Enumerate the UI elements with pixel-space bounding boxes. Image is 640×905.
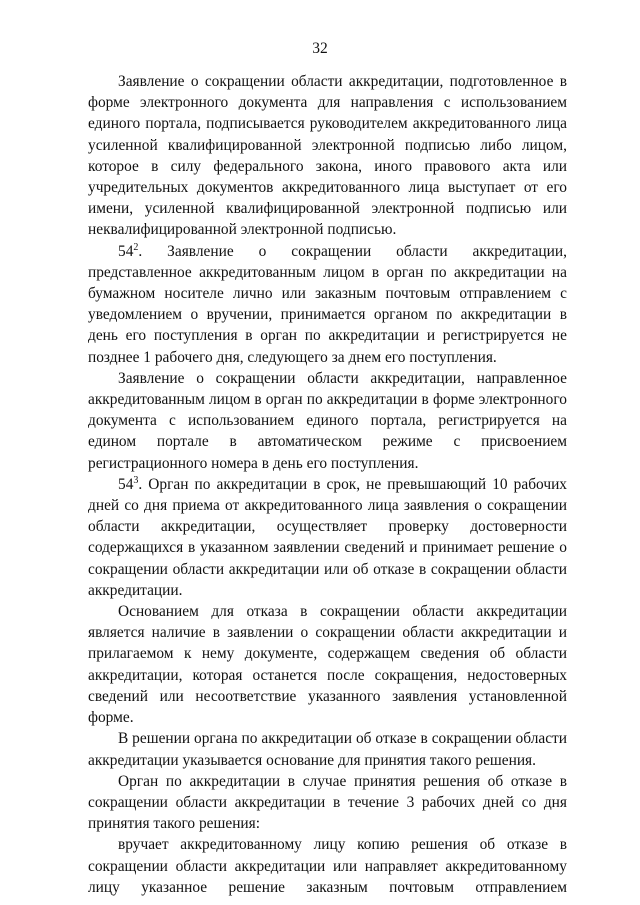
clause-54-2	[88, 241, 567, 368]
clause-superscript: 3	[133, 474, 139, 486]
paragraph-text: В решении органа по аккредитации об отказе в сокращении области аккредитации указывается основание для принятия такого решения.	[88, 730, 567, 769]
clause-54-3	[88, 474, 567, 601]
paragraph-refusal-timeline	[88, 771, 567, 835]
paragraph-text: Заявление о сокращении области аккредитации, направленное аккредитованным лицом в орган по аккредитации в форме электронного документа с использованием единого портала, регистрируется на едином портале в автоматическом режиме с присвоением регистрационного номера в день его поступления.	[88, 369, 567, 472]
page-number: 32	[312, 40, 328, 57]
paragraph-text: Основанием для отказа в сокращении области аккредитации является наличие в заявлении о сокращении области аккредитации и прилагаемом к нему документе, содержащем сведения об области аккредитации, которая останется после сокращения, недостоверных сведений или несоответствие указанного заявления установленной форме.	[88, 603, 567, 727]
paragraph-text: Заявление о сокращении области аккредитации, подготовленное в форме электронного документа для направления с использованием единого портала, подписывается руководителем аккредитованного лица усиленной квалифицированной электронной подписью либо лицом, которое в силу федерального закона, иного правового акта или учредительных документов аккредитованного лица выступает от его имени, усиленной квалифицированной электронной подписью или неквалифицированной электронной подписью.	[88, 73, 567, 239]
document-body	[88, 71, 567, 898]
clause-number: 54	[118, 242, 134, 260]
paragraph-text: вручает аккредитованному лицу копию решения об отказе в сокращении области аккредитации или направляет аккредитованному лицу указанное решение заказным почтовым отправлением	[88, 836, 567, 896]
paragraph-refusal-decision	[88, 728, 567, 770]
paragraph-electronic-registration	[88, 368, 567, 474]
clause-number: 54	[118, 475, 134, 493]
paragraph-refusal-grounds	[88, 601, 567, 728]
clause-superscript: 2	[133, 241, 139, 253]
paragraph-text: Орган по аккредитации в случае принятия решения об отказе в сокращении области аккредитации в течение 3 рабочих дней со дня принятия такого решения:	[88, 772, 567, 833]
paragraph-signature-requirements	[88, 71, 567, 241]
paragraph-text: . Орган по аккредитации в срок, не превышающий 10 рабочих дней со дня приема от аккредитованного лица заявления о сокращении области аккредитации, осуществляет проверку достоверности содержащихся в указанном заявлении сведений и принимает решение о сокращении области аккредитации или об отказе в сокращении области аккредитации.	[88, 475, 567, 599]
paragraph-text: . Заявление о сокращении области аккредитации, представленное аккредитованным лицом в орган по аккредитации на бумажном носителе лично или заказным почтовым отправлением с уведомлением о вручении, принимается органом по аккредитации в день его поступления в орган по аккредитации и регистрируется не позднее 1 рабочего дня, следующего за днем его поступления.	[88, 242, 567, 366]
paragraph-delivery-copy	[88, 834, 567, 898]
